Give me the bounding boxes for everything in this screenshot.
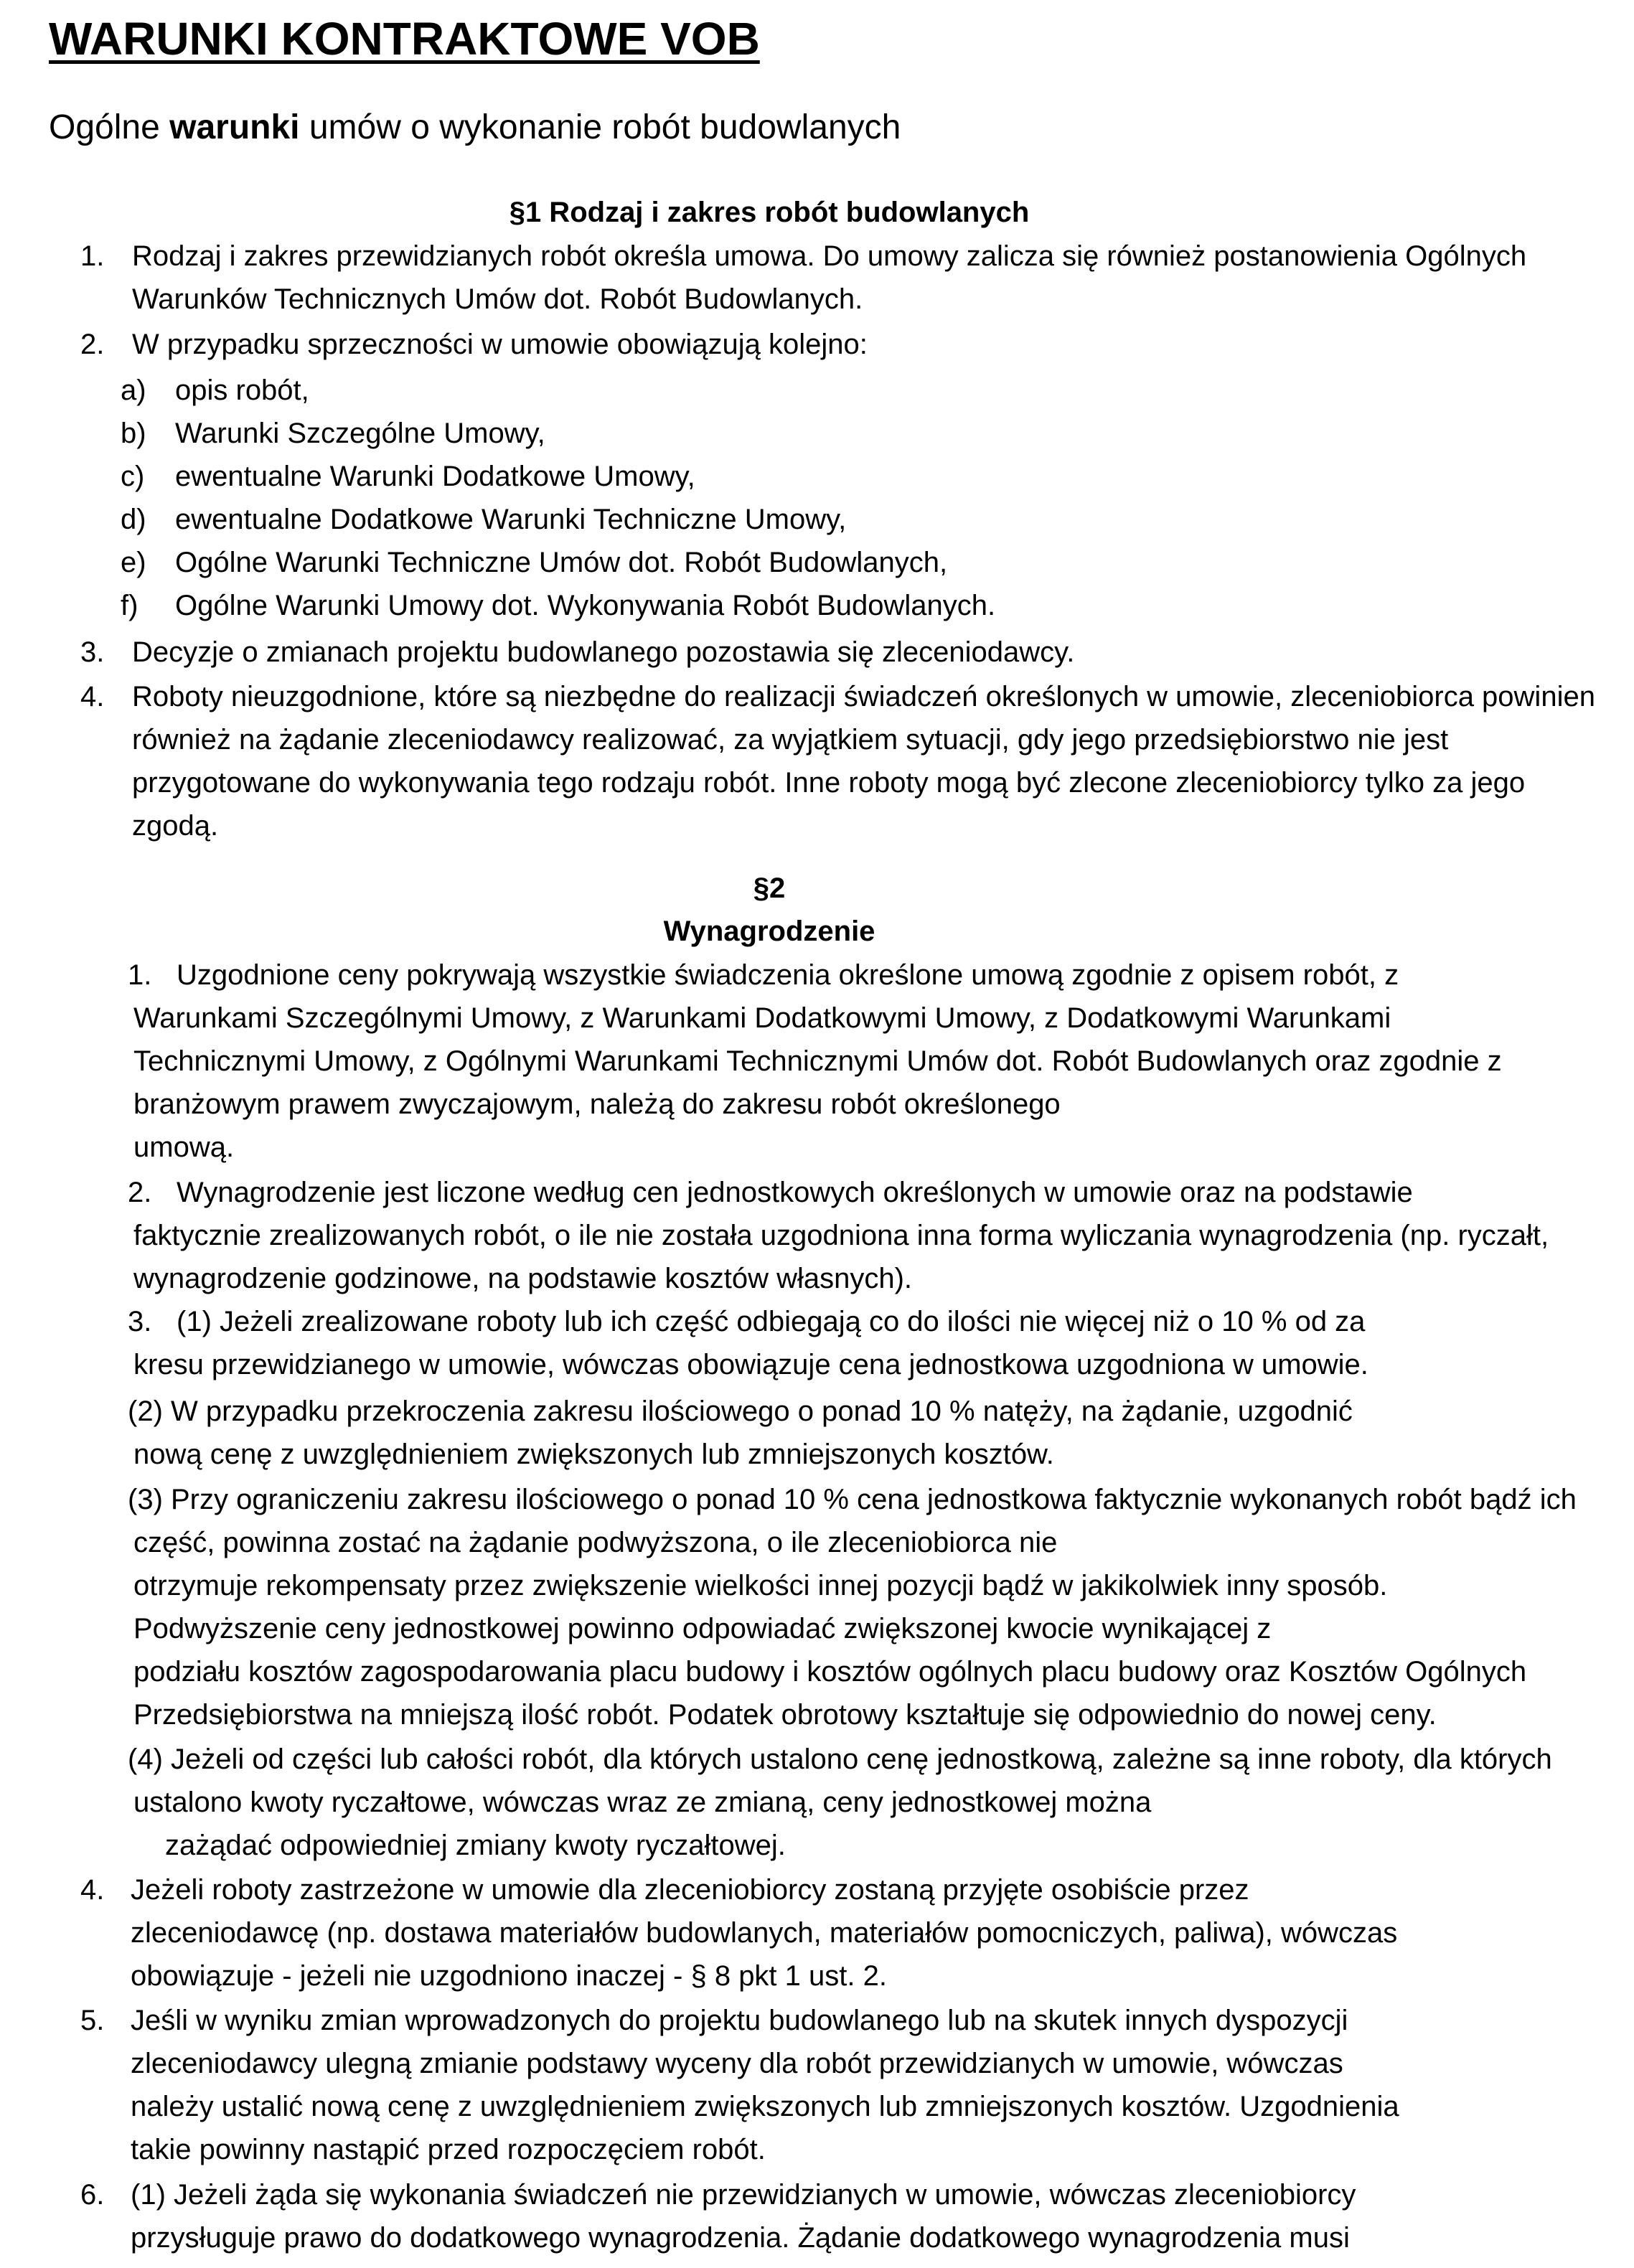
section2-p3-3-line: część, powinna zostać na żądanie podwyższona, o ile zleceniobiorca nie (133, 1527, 1058, 1558)
section2-p3-2-line: W przypadku przekroczenia zakresu ilościowego o ponad 10 % natęży, na żądanie, uzgodnić (171, 1396, 1353, 1427)
document-subtitle (49, 106, 901, 149)
subitem-text: Ogólne Warunki Umowy dot. Wykonywania Robót Budowlanych. (175, 590, 996, 621)
section1-heading: §1 Rodzaj i zakres robót budowlanych (509, 197, 1030, 228)
section2-p3-line: kresu przewidzianego w umowie, wówczas obowiązuje cena jednostkowa uzgodniona w umowie. (133, 1349, 1368, 1380)
section2-p3-4-line: ustalono kwoty ryczałtowe, wówczas wraz ze zmianą, ceny jednostkowej można (133, 1787, 1152, 1818)
section2-p1-line: umową. (133, 1131, 235, 1163)
subitem-letter: e) (121, 547, 146, 578)
subtitle-bold-word: warunki (169, 108, 300, 146)
section2-p6-line: (1) Jeżeli żąda się wykonania świadczeń nie przewidzianych w umowie, wówczas zleceniobiorcy (131, 2179, 1356, 2211)
section2-p4-line: Jeżeli roboty zastrzeżone w umowie dla zleceniobiorcy zostaną przyjęte osobiście przez (131, 1874, 1249, 1906)
subpoint-label: (4) (128, 1744, 163, 1775)
subitem-letter: c) (121, 461, 145, 492)
section2-p1-line: branżowym prawem zwyczajowym, należą do zakresu robót określonego (133, 1088, 1061, 1120)
section1-item4-line: zgodą. (132, 810, 219, 842)
section1-item4-line: również na żądanie zleceniodawcy realizować, za wyjątkiem sytuacji, gdy jego przedsiębiorstwo nie jest (132, 724, 1449, 756)
section2-p3-3-line: Przy ograniczeniu zakresu ilościowego o ponad 10 % cena jednostkowa faktycznie wykonanych robót bądź ich (171, 1484, 1577, 1515)
section2-p3-4-line: zażądać odpowiedniej zmiany kwoty ryczałtowej. (165, 1830, 786, 1861)
document-title: WARUNKI KONTRAKTOWE VOB (49, 13, 760, 65)
section1-item-number: 4. (80, 681, 105, 712)
section2-p2-line: faktycznie zrealizowanych robót, o ile nie została uzgodniona inna forma wyliczania wynagrodzenia (np. ryczałt, (133, 1220, 1549, 1251)
section1-item-number: 3. (80, 636, 105, 668)
section2-heading: Wynagrodzenie (663, 916, 875, 947)
section2-p3-3-line: otrzymuje rekompensaty przez zwiększenie wielkości innej pozycji bądź w jakikolwiek inny sposób. (133, 1570, 1388, 1601)
section1-item2-line: W przypadku sprzeczności w umowie obowiązują kolejno: (132, 329, 868, 360)
section2-p3-3-line: Przedsiębiorstwa na mniejszą ilość robót. Podatek obrotowy kształtuje się odpowiednio do nowej ceny. (133, 1699, 1437, 1731)
section2-item-number: 3. (128, 1306, 152, 1337)
section2-p3-2-line: nową cenę z uwzględnieniem zwiększonych lub zmniejszonych kosztów. (133, 1439, 1054, 1470)
section2-p4-line: obowiązuje - jeżeli nie uzgodniono inaczej - § 8 pkt 1 ust. 2. (131, 1960, 887, 1992)
section2-item-number: 4. (80, 1874, 105, 1906)
subitem-text: opis robót, (175, 375, 309, 406)
subitem-text: ewentualne Dodatkowe Warunki Techniczne Umowy, (175, 504, 847, 535)
section2-item-number: 1. (128, 959, 152, 991)
section1-item-number: 2. (80, 329, 105, 360)
subtitle-text-start: Ogólne (49, 108, 170, 146)
section2-p2-line: Wynagrodzenie jest liczone według cen jednostkowych określonych w umowie oraz na podstawie (177, 1177, 1413, 1208)
subitem-letter: b) (121, 418, 146, 449)
subitem-text: ewentualne Warunki Dodatkowe Umowy, (175, 461, 695, 492)
section2-p5-line: należy ustalić nową cenę z uwzględnieniem zwiększonych lub zmniejszonych kosztów. Uzgodnienia (131, 2091, 1399, 2122)
section2-p1-line: Technicznymi Umowy, z Ogólnymi Warunkami Technicznymi Umów dot. Robót Budowlanych oraz zgodnie z (133, 1045, 1502, 1077)
section2-p1-line: Uzgodnione ceny pokrywają wszystkie świadczenia określone umową zgodnie z opisem robót, z (177, 959, 1399, 991)
section1-item1-line: Rodzaj i zakres przewidzianych robót określa umowa. Do umowy zalicza się również postanowienia Ogólnych (132, 240, 1527, 272)
section2-item-number: 2. (128, 1177, 152, 1208)
subtitle-text-end: umów o wykonanie robót budowlanych (299, 108, 901, 146)
section2-p3-4-line: Jeżeli od części lub całości robót, dla których ustalono cenę jednostkową, zależne są inne roboty, dla których (171, 1744, 1552, 1775)
section2-p6-line: przysługuje prawo do dodatkowego wynagrodzenia. Żądanie dodatkowego wynagrodzenia musi (131, 2222, 1350, 2254)
section2-item-number: 5. (80, 2005, 105, 2036)
section2-p1-line: Warunkami Szczególnymi Umowy, z Warunkami Dodatkowymi Umowy, z Dodatkowymi Warunkami (133, 1002, 1391, 1034)
section2-p3-line: (1) Jeżeli zrealizowane roboty lub ich część odbiegają co do ilości nie więcej niż o 10 % od za (177, 1306, 1366, 1337)
subpoint-label: (3) (128, 1484, 163, 1515)
section2-p3-3-line: podziału kosztów zagospodarowania placu budowy i kosztów ogólnych placu budowy oraz Kosztów Ogólnych (133, 1656, 1527, 1688)
section1-item1-line: Warunków Technicznych Umów dot. Robót Budowlanych. (132, 283, 863, 315)
subpoint-label: (2) (128, 1396, 163, 1427)
section2-symbol: §2 (753, 872, 786, 904)
section2-p4-line: zleceniodawcę (np. dostawa materiałów budowlanych, materiałów pomocniczych, paliwa), wówczas (131, 1917, 1398, 1949)
section2-p5-line: takie powinny nastąpić przed rozpoczęciem robót. (131, 2134, 766, 2165)
section2-item-number: 6. (80, 2179, 105, 2211)
section2-p5-line: zleceniodawcy ulegną zmianie podstawy wyceny dla robót przewidzianych w umowie, wówczas (131, 2048, 1343, 2079)
subitem-letter: d) (121, 504, 146, 535)
subitem-letter: f) (121, 590, 138, 621)
section1-item4-line: przygotowane do wykonywania tego rodzaju robót. Inne roboty mogą być zlecone zleceniobiorcy tylko za jego (132, 767, 1526, 799)
section1-item-number: 1. (80, 240, 105, 272)
subitem-letter: a) (121, 375, 146, 406)
subitem-text: Warunki Szczególne Umowy, (175, 418, 545, 449)
section2-p3-3-line: Podwyższenie ceny jednostkowej powinno odpowiadać zwiększonej kwocie wynikającej z (133, 1613, 1272, 1644)
section2-p5-line: Jeśli w wyniku zmian wprowadzonych do projektu budowlanego lub na skutek innych dyspozycji (131, 2005, 1348, 2036)
section1-item4-line: Roboty nieuzgodnione, które są niezbędne do realizacji świadczeń określonych w umowie, zleceniobiorca powinien (132, 681, 1595, 712)
section2-p2-line: wynagrodzenie godzinowe, na podstawie kosztów własnych). (133, 1263, 913, 1294)
section1-item3-line: Decyzje o zmianach projektu budowlanego pozostawia się zleceniodawcy. (132, 636, 1075, 668)
subitem-text: Ogólne Warunki Techniczne Umów dot. Robót Budowlanych, (175, 547, 948, 578)
